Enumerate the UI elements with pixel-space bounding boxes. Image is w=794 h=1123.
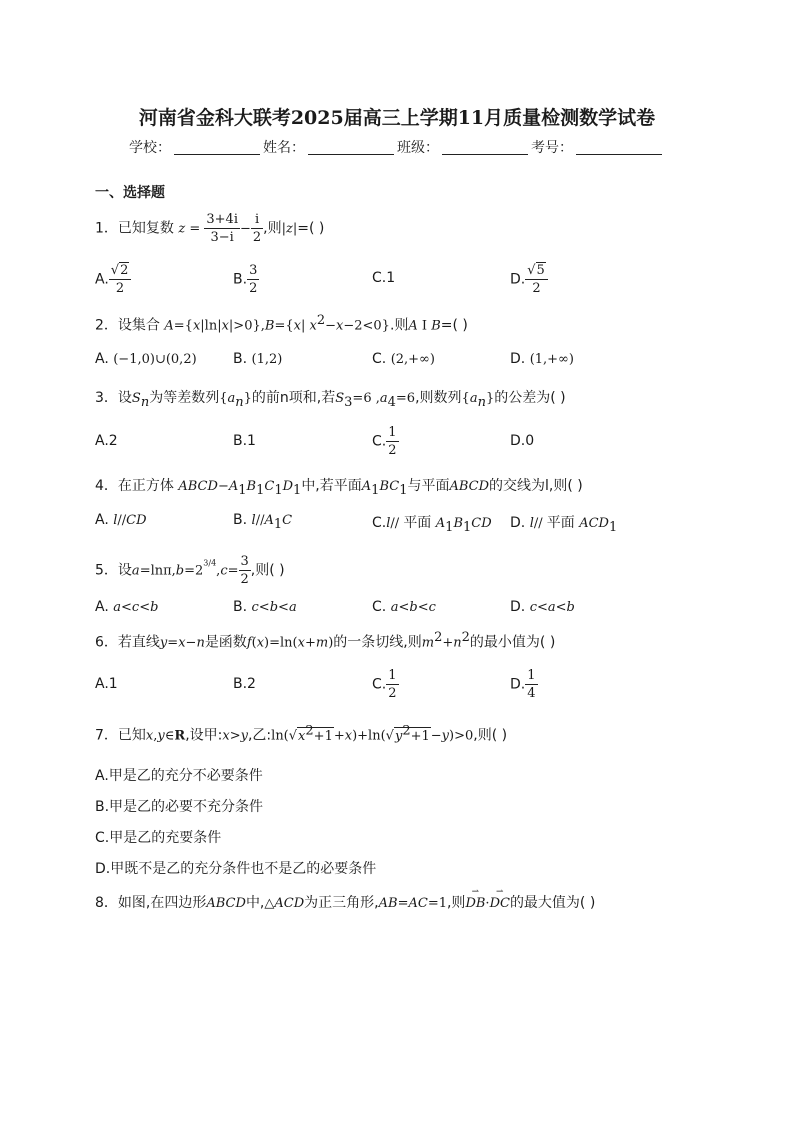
option-b[interactable]: B. $l//A_1C$ <box>233 512 293 532</box>
option-a[interactable]: A. l//CD <box>95 512 147 528</box>
option-d[interactable]: D.0 <box>510 433 535 449</box>
name-blank[interactable] <box>308 140 394 155</box>
student-info-line <box>0 137 794 157</box>
question-8: 8．如图,在四边形ABCD中,△ACD为正三角形,AB=AC=1,则 ⇀ DB· ⇀ DC的最大值为( ) <box>95 887 596 911</box>
question-number: 3． <box>95 390 118 406</box>
option-a[interactable]: A. (−1,0)∪(0,2) <box>95 351 197 367</box>
option-b[interactable]: B. $\frac{3}{2}$ <box>233 263 258 296</box>
question-text: 已知复数 <box>117 220 174 237</box>
option-a[interactable]: A.1 <box>95 676 118 692</box>
exam-no-blank[interactable] <box>576 140 662 155</box>
option-b[interactable]: B. (1,2) <box>233 351 283 367</box>
option-c[interactable]: C. $\frac{1}{2}$ <box>372 668 397 701</box>
page-title: 河南省金科大联考2025届高三上学期11月质量检测数学试卷 <box>138 107 656 129</box>
class-blank[interactable] <box>442 140 528 155</box>
option-c[interactable]: C. $\frac{1}{2}$ <box>372 425 397 458</box>
option-a[interactable]: A. $\frac{√2}{2}$ <box>95 262 131 297</box>
question-5: 5．设$a=\ln\pi,b=2^{3/4},c=$ $\frac{3}{2}$ ,则( ) <box>95 554 285 587</box>
option-d[interactable]: D. (1,+∞) <box>510 351 574 367</box>
fraction: $\frac{3+4i}{3-i}$ <box>206 212 238 245</box>
question-number: 8． <box>95 895 118 911</box>
option-d[interactable]: D. c<a<b <box>510 599 575 615</box>
option-c[interactable]: C.1 <box>372 270 396 286</box>
question-number: 7． <box>95 727 118 744</box>
option-d[interactable]: D. $\frac{1}{4}$ <box>510 668 536 701</box>
class-label: 班级： <box>397 140 439 156</box>
question-4: 4．在正方体 $ABCD-A_1B_1C_1D_1$中,若平面$A_1BC_1$与平面ABCD的交线为l,则( ) <box>95 478 583 498</box>
question-2: 2．设集合 A={x|ln|x|>0},B={x| $x^2-x-2<0$}.则A I B=( ) <box>95 313 468 334</box>
option-d[interactable]: D. l// 平面 $ACD_1$ <box>510 515 618 535</box>
option-b[interactable]: B.2 <box>233 676 256 692</box>
question-6: 6．若直线y=x−n是函数f(x)=ln(x+m)的一条切线,则$m^2+n^2$的最小值为( ) <box>95 630 556 651</box>
option-b[interactable]: B.1 <box>233 433 256 449</box>
option-c[interactable]: C.甲是乙的充要条件 <box>95 830 222 846</box>
question-1: 1．已知复数 z = $\frac{3+4i}{3-i}$ − $\frac{i}{2}$ ,则|z|=( ) <box>95 212 325 245</box>
option-a[interactable]: A.甲是乙的充分不必要条件 <box>95 768 263 784</box>
option-d[interactable]: D. $\frac{√5}{2}$ <box>510 262 548 297</box>
question-number: 4． <box>95 478 118 494</box>
option-b[interactable]: B. c<b<a <box>233 599 297 615</box>
name-label: 姓名： <box>263 140 305 156</box>
question-number: 2． <box>95 317 118 334</box>
school-blank[interactable] <box>174 140 260 155</box>
question-number: 6． <box>95 634 118 651</box>
option-c[interactable]: C. a<b<c <box>372 599 436 615</box>
option-b[interactable]: B.甲是乙的必要不充分条件 <box>95 799 264 815</box>
option-c[interactable]: C. (2,+∞) <box>372 351 435 367</box>
exam-no-label: 考号： <box>531 140 573 156</box>
question-number: 1． <box>95 220 118 237</box>
option-a[interactable]: A. a<c<b <box>95 599 159 615</box>
option-a[interactable]: A.2 <box>95 433 118 449</box>
section-heading: 一、选择题 <box>95 185 165 201</box>
option-d[interactable]: D.甲既不是乙的充分条件也不是乙的必要条件 <box>95 861 377 877</box>
fraction: $\frac{i}{2}$ <box>252 212 262 245</box>
question-3: 3．设$S_n$为等差数列$\{a_n\}$的前n项和,若$S_3=6$ $,a_4=6$,则数列$\{a_n\}$的公差为( ) <box>95 390 566 410</box>
question-7: 7．已知x,y∈R,设甲:x>y,乙$:\ln(√x^2+1+x)+\ln(√y^2+1-y)>0$,则( ) <box>95 723 508 744</box>
formula: z = <box>178 221 205 237</box>
school-label: 学校： <box>129 140 171 156</box>
option-c[interactable]: C.l// 平面 $A_1B_1CD$ <box>372 515 492 535</box>
question-number: 5． <box>95 562 118 579</box>
